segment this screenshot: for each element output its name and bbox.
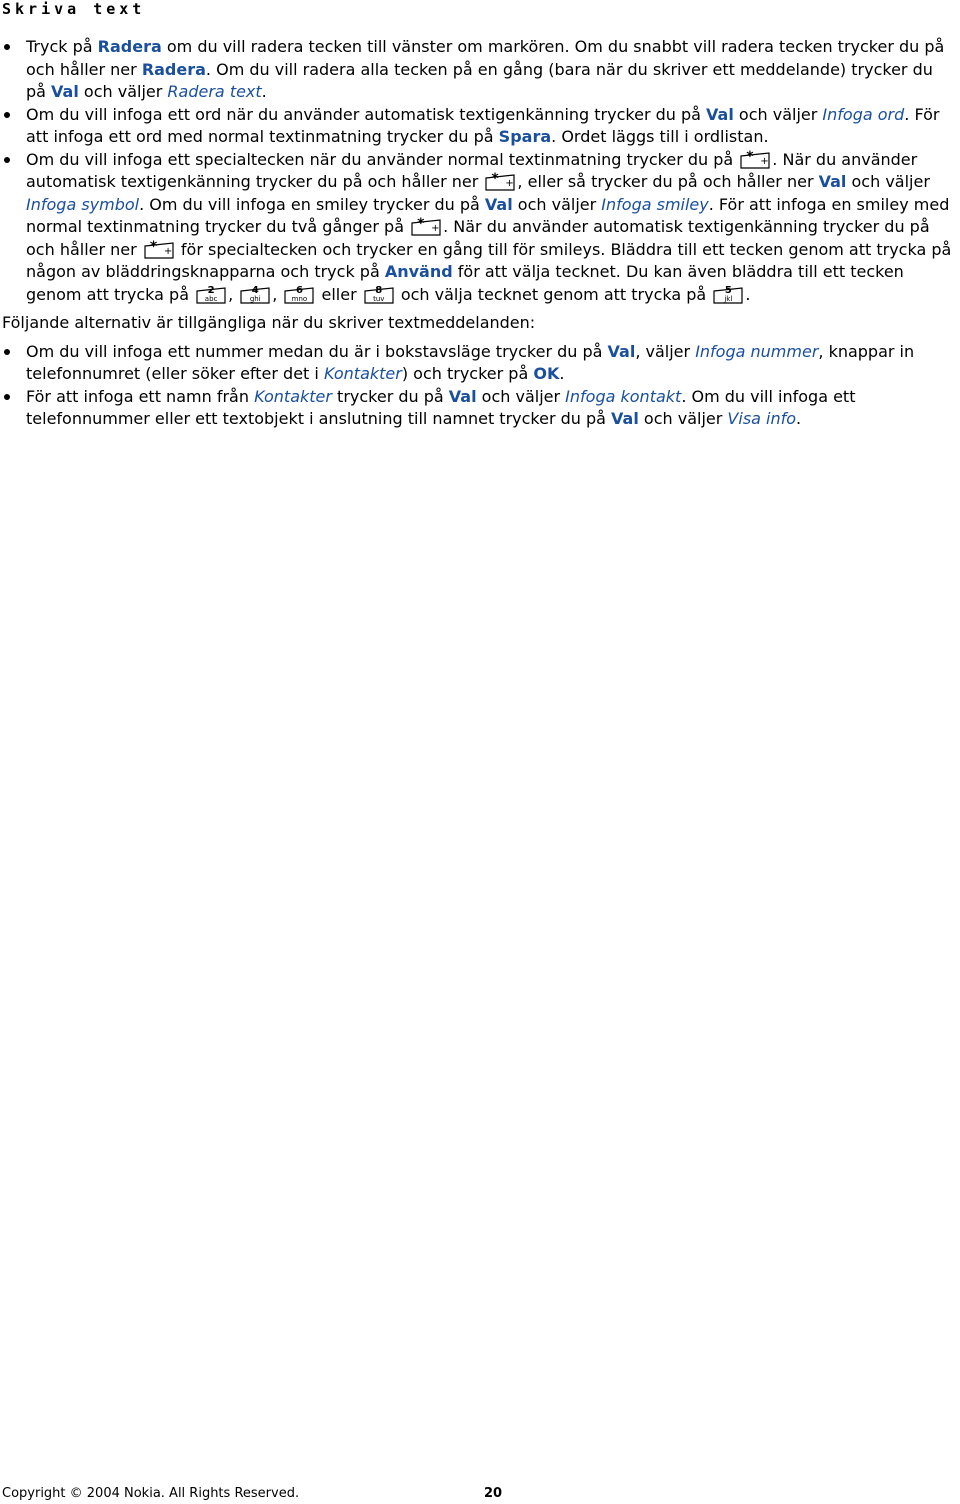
key-5-icon — [713, 284, 743, 304]
list-item-insert-contact — [0, 386, 956, 431]
key-label-val: Val — [484, 194, 513, 214]
text-run: trycker du på — [331, 386, 449, 406]
key-label-radera: Radera — [97, 37, 162, 56]
key-digit: 8 — [375, 284, 383, 296]
key-letters: tuv — [373, 294, 385, 303]
key-letters: jkl — [724, 294, 733, 303]
star-key-icon — [144, 238, 174, 259]
text-run: . För att infoga ett ord med normal textinmatning trycker du på — [26, 104, 940, 146]
text-run: Om du vill infoga ett nummer medan du är i bokstavsläge trycker du på — [26, 341, 608, 361]
text-run: eller — [316, 284, 362, 304]
footer-copyright: Copyright © 2004 Nokia. All Rights Reserved. — [2, 1486, 300, 1501]
key-2-icon — [196, 284, 226, 304]
menu-option-infoga-kontakt: Infoga kontakt — [565, 386, 682, 406]
menu-option-kontakter: Kontakter — [323, 364, 402, 383]
list-item-delete — [0, 36, 956, 104]
plus-glyph: + — [760, 155, 769, 167]
key-letters: ghi — [249, 294, 261, 303]
key-letters: abc — [204, 294, 218, 303]
key-label-val: Val — [51, 82, 79, 101]
key-label-spara: Spara — [498, 127, 552, 146]
text-run: och väljer — [846, 172, 930, 191]
menu-option-infoga-nummer: Infoga nummer — [695, 341, 819, 361]
menu-option-infoga-smiley: Infoga smiley — [601, 194, 709, 214]
text-run: . — [559, 364, 565, 383]
key-letters: mno — [291, 294, 308, 303]
text-run: och välja tecknet genom att trycka på — [395, 284, 712, 304]
document-body — [0, 36, 956, 431]
key-label-val: Val — [706, 104, 734, 124]
list-item-special-chars — [0, 149, 956, 307]
text-run: , — [228, 284, 239, 304]
plus-glyph: + — [431, 223, 440, 234]
key-digit: 2 — [207, 284, 215, 296]
key-label-ok: OK — [533, 364, 560, 383]
key-label-radera: Radera — [141, 59, 206, 79]
text-run: för specialtecken och trycker en gång till för smileys. Bläddra till ett tecken genom att trycka på någon av bläddringsknapparna och tryck på — [26, 239, 952, 281]
text-run: . När du använder automatisk textigenkänning trycker du på och håller ner — [26, 217, 930, 259]
menu-option-radera-text: Radera text — [167, 82, 262, 101]
key-4-icon — [240, 284, 270, 304]
text-run: ) och trycker på — [401, 364, 534, 383]
key-8-icon — [364, 284, 394, 304]
menu-option-infoga-ord: Infoga ord — [822, 104, 905, 124]
key-label-val: Val — [607, 341, 636, 361]
key-6-icon — [284, 284, 314, 304]
star-key-icon — [485, 171, 515, 191]
text-run: . Ordet läggs till i ordlistan. — [551, 127, 769, 146]
text-run: och väljer — [476, 386, 566, 406]
text-run: för att välja tecknet. Du kan även bläddra till ett tecken genom att trycka på — [26, 262, 904, 304]
text-run: Om du vill infoga ett ord när du använder automatisk textigenkänning trycker du på — [26, 104, 707, 124]
menu-option-visa-info: Visa info — [727, 409, 797, 428]
key-digit: 5 — [724, 284, 732, 296]
text-run: , väljer — [635, 341, 696, 361]
page-header-title: Skriva text — [2, 0, 146, 18]
text-run: Om du vill infoga ett specialtecken när du använder normal textinmatning trycker du på — [26, 149, 739, 169]
text-run: . Om du vill radera alla tecken på en gång (bara när du skriver ett meddelande) trycker du på — [26, 59, 933, 101]
text-run: , eller så trycker du på och håller ner — [517, 172, 819, 191]
key-label-val: Val — [611, 409, 639, 428]
text-run: . Om du vill infoga en smiley trycker du på — [139, 194, 485, 214]
star-glyph: * — [149, 238, 158, 255]
key-digit: 6 — [295, 284, 303, 296]
bullet-list-editing — [0, 36, 956, 306]
text-run: . Om du vill infoga ett telefonnummer eller ett textobjekt i anslutning till namnet trycker du på — [26, 386, 856, 428]
bullet-list-options — [0, 341, 956, 431]
text-run: . När du använder automatisk textigenkänning trycker du på och håller ner — [26, 149, 918, 191]
plus-glyph: + — [505, 178, 514, 189]
plus-glyph: + — [163, 245, 173, 257]
menu-option-infoga-symbol: Infoga symbol — [26, 194, 140, 214]
text-run: , knappar in telefonnumret (eller söker efter det i — [26, 341, 915, 383]
text-run: För att infoga ett namn från — [26, 386, 255, 406]
text-run: och väljer — [78, 82, 168, 101]
text-run: . — [261, 82, 267, 101]
text-run: . — [745, 284, 751, 304]
text-run: och väljer — [733, 104, 823, 124]
key-digit: 4 — [251, 284, 259, 296]
key-label-val: Val — [818, 172, 847, 191]
star-key-icon — [411, 216, 441, 236]
star-glyph: * — [417, 216, 425, 232]
star-key-icon — [740, 148, 770, 169]
text-run: . — [796, 409, 802, 428]
text-run: Tryck på — [26, 37, 98, 56]
key-label-val: Val — [448, 386, 477, 406]
text-run: , — [272, 284, 283, 304]
text-run: och väljer — [512, 194, 602, 214]
intro-paragraph: Följande alternativ är tillgängliga när du skriver textmeddelanden: — [2, 313, 536, 332]
list-item-insert-number — [0, 341, 956, 386]
text-run: om du vill radera tecken till vänster om markören. Om du snabbt vill radera tecken trycker du på och håller ner — [26, 37, 945, 79]
text-run: och väljer — [638, 409, 728, 428]
text-run: . För att infoga en smiley med normal textinmatning trycker du två gånger på — [26, 194, 950, 236]
key-label-anvand: Använd — [384, 262, 453, 281]
menu-option-kontakter: Kontakter — [254, 386, 332, 406]
page-number: 20 — [484, 1486, 503, 1501]
star-glyph: * — [746, 148, 754, 165]
list-item-insert-word — [0, 104, 956, 149]
star-glyph: * — [491, 171, 499, 187]
